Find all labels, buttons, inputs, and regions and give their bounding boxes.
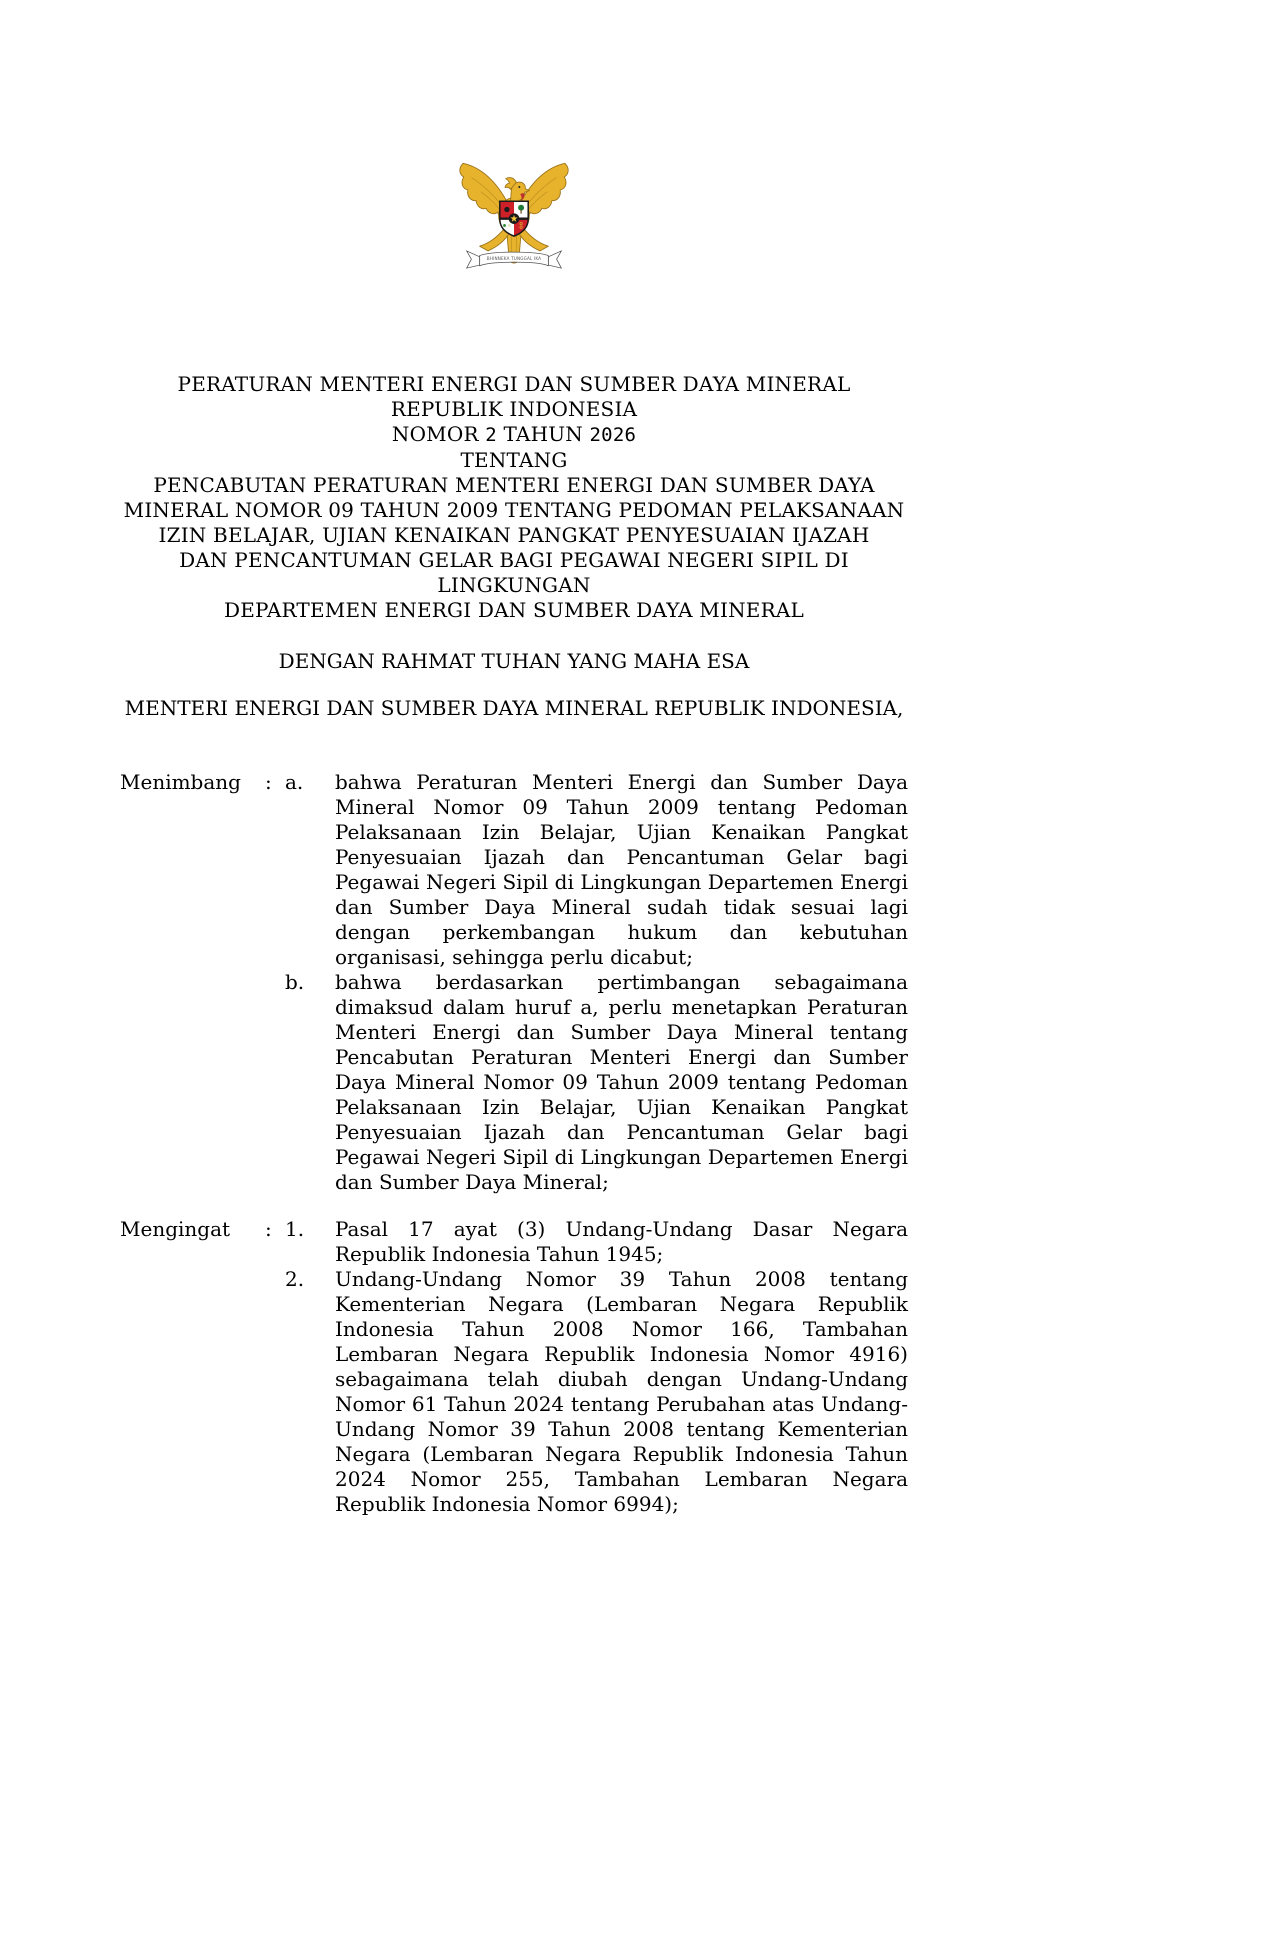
document-body	[120, 0, 908, 1517]
tahun-label: TAHUN	[503, 422, 583, 446]
garuda-pancasila-emblem	[456, 150, 572, 282]
menimbang-item-b	[120, 970, 908, 1195]
eye-icon	[518, 186, 520, 188]
title-subject-line: IZIN BELAJAR, UJIAN KENAIKAN PANGKAT PENYESUAIAN IJAZAH	[158, 523, 870, 547]
garuda-pancasila-icon	[456, 150, 572, 282]
document-title-block	[120, 372, 908, 623]
item-text: Undang-Undang Nomor 39 Tahun 2008 tentang Kementerian Negara (Lembaran Negara Republik Indonesia Tahun 2008 Nomor 166, Tambahan Lembaran Negara Republik Indonesia Nomor 4916) sebagaimana telah diubah dengan Undang-Undang Nomor 61 Tahun 2024 tentang Perubahan atas Undang-Undang Nomor 39 Tahun 2008 tentang Kementerian Negara (Lembaran Negara Republik Indonesia Tahun 2024 Nomor 255, Tambahan Lembaran Negara Republik Indonesia Nomor 6994);	[335, 1267, 908, 1516]
title-subject-line: PENCABUTAN PERATURAN MENTERI ENERGI DAN SUMBER DAYA	[153, 473, 875, 497]
title-line-number	[120, 422, 908, 448]
mengingat-section	[120, 1217, 908, 1517]
leg-right-icon	[519, 228, 549, 250]
menteri-line: MENTERI ENERGI DAN SUMBER DAYA MINERAL REPUBLIK INDONESIA,	[124, 696, 904, 720]
menimbang-item-a	[120, 770, 908, 970]
tree-symbol	[518, 205, 524, 211]
title-subject-line: DEPARTEMEN ENERGI DAN SUMBER DAYA MINERAL	[224, 598, 804, 622]
tahun-value: 2026	[589, 424, 637, 446]
item-marker: 1.	[285, 1217, 305, 1241]
mengingat-colon: :	[265, 1217, 272, 1241]
motto-ribbon	[467, 251, 562, 268]
banteng-symbol	[504, 207, 509, 212]
title-line-regulation: PERATURAN MENTERI ENERGI DAN SUMBER DAYA MINERAL	[177, 372, 851, 396]
title-subject-line: DAN PENCANTUMAN GELAR BAGI PEGAWAI NEGERI SIPIL DI LINGKUNGAN	[179, 548, 849, 597]
mengingat-item-1	[120, 1217, 908, 1267]
nomor-value: 2	[485, 424, 497, 446]
menimbang-colon: :	[265, 770, 272, 794]
item-text: Pasal 17 ayat (3) Undang-Undang Dasar Negara Republik Indonesia Tahun 1945;	[335, 1217, 908, 1266]
emblem-motto: BHINNEKA TUNGGAL IKA	[486, 256, 542, 262]
title-line-republic: REPUBLIK INDONESIA	[390, 397, 638, 421]
mengingat-label: Mengingat	[120, 1217, 231, 1241]
menimbang-section	[120, 770, 908, 1195]
nomor-label: NOMOR	[391, 422, 479, 446]
menimbang-label: Menimbang	[120, 770, 241, 794]
rahmat-line: DENGAN RAHMAT TUHAN YANG MAHA ESA	[278, 649, 750, 673]
mengingat-item-2	[120, 1267, 908, 1517]
item-marker: 2.	[285, 1267, 305, 1291]
item-marker: b.	[285, 970, 305, 994]
leg-left-icon	[480, 228, 510, 250]
cotton-symbol	[508, 224, 511, 227]
item-text: bahwa berdasarkan pertimbangan sebagaimana dimaksud dalam huruf a, perlu menetapkan Peraturan Menteri Energi dan Sumber Daya Mineral tentang Pencabutan Peraturan Menteri Energi dan Sumber Daya Mineral Nomor 09 Tahun 2009 tentang Pedoman Pelaksanaan Izin Belajar, Ujian Kenaikan Pangkat Penyesuaian Ijazah dan Pencantuman Gelar bagi Pegawai Negeri Sipil di Lingkungan Departemen Energi dan Sumber Daya Mineral;	[335, 970, 908, 1194]
item-marker: a.	[285, 770, 304, 794]
title-subject-line: MINERAL NOMOR 09 TAHUN 2009 TENTANG PEDOMAN PELAKSANAAN	[123, 498, 905, 522]
item-text: bahwa Peraturan Menteri Energi dan Sumber Daya Mineral Nomor 09 Tahun 2009 tentang Pedoman Pelaksanaan Izin Belajar, Ujian Kenaikan Pangkat Penyesuaian Ijazah dan Pencantuman Gelar bagi Pegawai Negeri Sipil di Lingkungan Departemen Energi dan Sumber Daya Mineral sudah tidak sesuai lagi dengan perkembangan hukum dan kebutuhan organisasi, sehingga perlu dicabut;	[335, 770, 908, 969]
rice-symbol	[503, 224, 506, 227]
title-line-tentang: TENTANG	[460, 448, 568, 472]
